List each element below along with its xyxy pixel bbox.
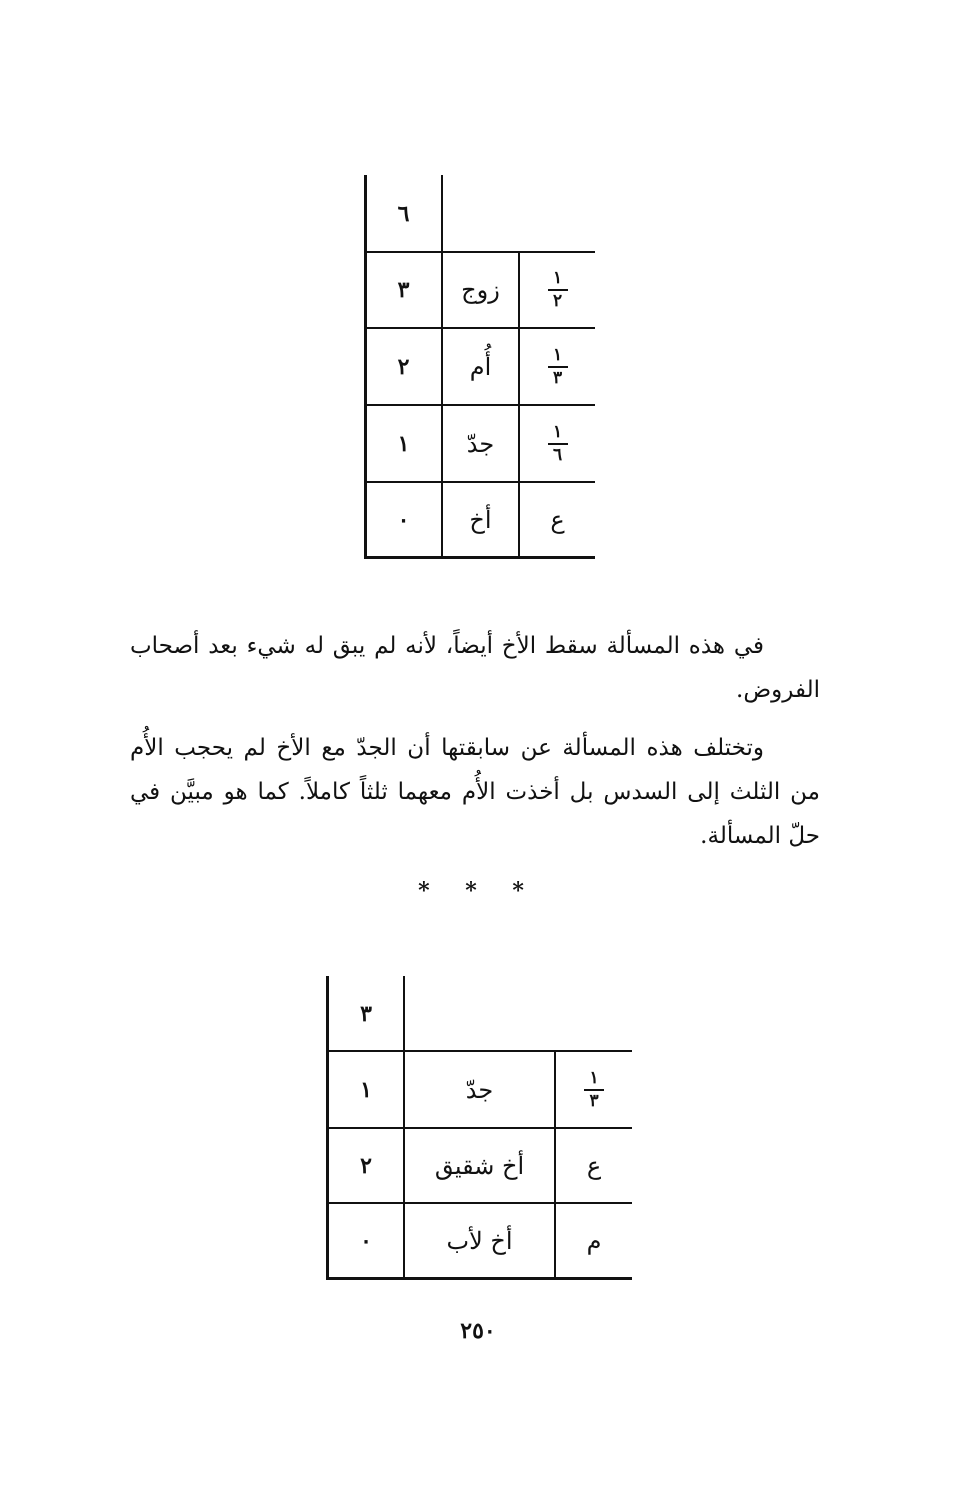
share-label: ع [550,505,565,534]
share-value: ٢ [397,353,410,380]
share-fraction [520,329,595,404]
fraction-numerator: ١ [552,268,563,288]
fraction-denominator: ٣ [589,1090,599,1111]
fraction-denominator: ٦ [552,444,563,465]
share-value: ٢ [360,1152,372,1179]
paragraph-1: في هذه المسألة سقط الأخ أيضاً، لأنه لم يبق له شيء بعد أصحاب الفروض. [130,633,820,703]
fraction-numerator: ١ [552,421,563,442]
fraction-denominator: ٣ [552,367,563,388]
heir-name: أخ لأب [446,1226,513,1255]
fraction-denominator: ٢ [552,291,563,311]
table-line [364,556,595,559]
table-line [326,1277,632,1280]
heir-name: أخ شقيق [434,1151,525,1180]
share-value: ٠ [360,1227,372,1254]
page-number: ٢٥٠ [460,1318,496,1344]
table-total: ٦ [397,201,410,227]
share-label: ع [586,1151,602,1180]
share-label: م [586,1226,602,1255]
share-fraction [556,1052,632,1127]
share-value: ١ [397,430,410,457]
share-fraction [520,406,595,481]
share-value: ٠ [397,506,410,533]
paragraph-2: وتختلف هذه المسألة عن سابقتها أن الجدّ مع الأخ لم يحجب الأُم من الثلث إلى السدس بل أخذت الأُم معهما ثلثاً كاملاً. كما هو مبيَّن في حلّ المسألة. [130,735,820,849]
share-value: ١ [360,1076,372,1103]
section-separator: * * * [418,878,538,904]
heir-name: جدّ [466,429,495,458]
heir-name: جدّ [465,1075,494,1104]
heir-name: أُم [469,352,492,381]
heir-name: زوج [461,276,500,304]
heir-name: أخ [469,505,492,534]
fraction-numerator: ١ [589,1067,599,1088]
share-fraction [520,253,595,327]
share-value: ٣ [397,277,410,303]
table-total: ٣ [360,1001,372,1027]
fraction-numerator: ١ [552,344,563,365]
